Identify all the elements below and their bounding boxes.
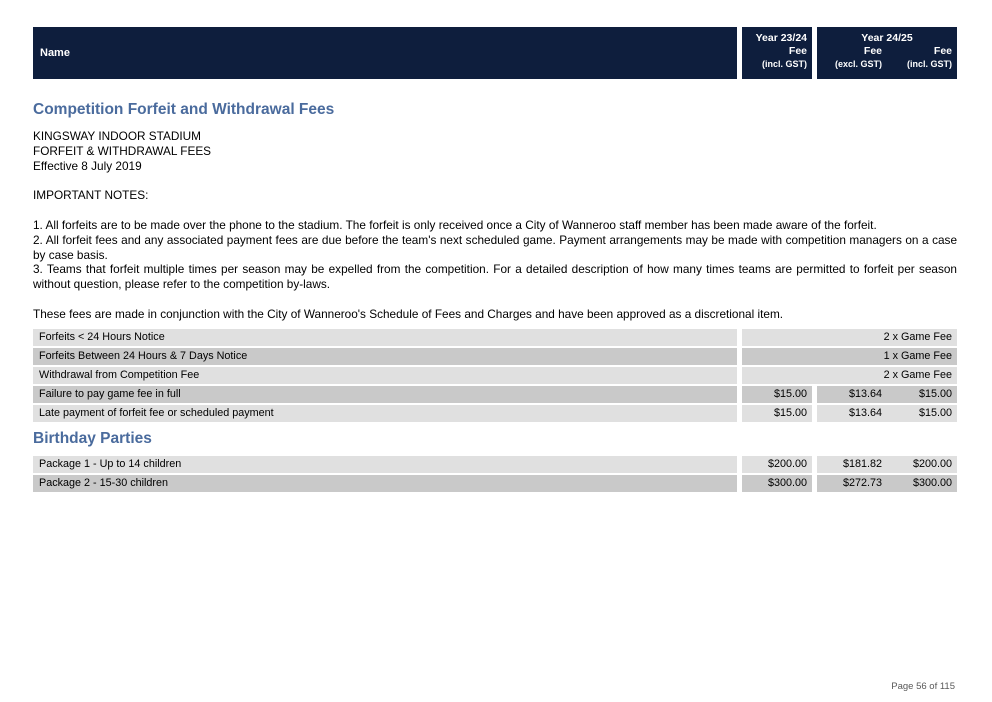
note-1: 1. All forfeits are to be made over the phone to the stadium. The forfeit is only received once a City of Wanneroo staff member has been made aware of the forfeit.: [33, 218, 877, 232]
header-year-2324-title: Year 23/24: [755, 32, 807, 44]
fee-2425-incl-value: $15.00: [918, 407, 952, 420]
header-year-2425-incl-gst-label: (incl. GST): [907, 59, 952, 69]
table-row: [33, 386, 957, 403]
fee-2425-cell: [817, 405, 957, 422]
fee-name-cell: Forfeits Between 24 Hours & 7 Days Notice: [33, 348, 737, 365]
fee-name-cell: Late payment of forfeit fee or scheduled payment: [33, 405, 737, 422]
header-year-2425-title: Year 24/25: [861, 32, 913, 44]
fee-2425-excl-value: $272.73: [842, 477, 882, 490]
intro-line-effective-date: Effective 8 July 2019: [33, 159, 142, 173]
header-name-label: Name: [40, 47, 70, 59]
table-row: [33, 456, 957, 473]
table-row: [33, 348, 957, 365]
fee-2425-cell: [817, 386, 957, 403]
fee-name-cell: Failure to pay game fee in full: [33, 386, 737, 403]
forfeit-fees-table: [33, 329, 957, 422]
fee-value-cell: 1 x Game Fee: [742, 348, 957, 365]
fee-2324-incl-cell: $15.00: [742, 405, 812, 422]
fee-2425-cell: [817, 475, 957, 492]
header-year-2425-cell: [817, 27, 957, 79]
fee-2425-incl-value: $15.00: [918, 388, 952, 401]
fee-2425-excl-value: $181.82: [842, 458, 882, 471]
header-year-2324-fee-label: Fee: [788, 45, 807, 57]
header-year-2425-fee-incl-label: Fee: [933, 45, 952, 57]
header-name-cell: [33, 27, 737, 79]
fee-name-cell: Forfeits < 24 Hours Notice: [33, 329, 737, 346]
document-page: [33, 0, 957, 494]
section-title-competition-forfeit: Competition Forfeit and Withdrawal Fees: [33, 101, 335, 118]
fee-2324-incl-cell: $200.00: [742, 456, 812, 473]
table-row: [33, 367, 957, 384]
fee-name-cell: Withdrawal from Competition Fee: [33, 367, 737, 384]
note-3: 3. Teams that forfeit multiple times per season may be expelled from the competition. For a detailed description of how many times teams are permitted to forfeit per season without question, please refer to the competition by-laws.: [33, 262, 957, 292]
page-number: Page 56 of 115: [891, 681, 955, 692]
fee-2425-excl-value: $13.64: [848, 407, 882, 420]
header-year-2425-fee-excl-label: Fee: [863, 45, 882, 57]
intro-block: [33, 129, 957, 174]
section-title-birthday-parties: Birthday Parties: [33, 429, 152, 447]
table-row: [33, 405, 957, 422]
fee-2425-cell: [817, 456, 957, 473]
table-row: [33, 475, 957, 492]
important-notes-heading: IMPORTANT NOTES:: [33, 188, 149, 202]
closing-statement: These fees are made in conjunction with the City of Wanneroo's Schedule of Fees and Charges and have been approved as a discretional item.: [33, 306, 784, 321]
fee-name-cell: Package 1 - Up to 14 children: [33, 456, 737, 473]
fee-2425-incl-value: $200.00: [912, 458, 952, 471]
header-year-2425-excl-gst-label: (excl. GST): [834, 59, 882, 69]
intro-line-stadium: KINGSWAY INDOOR STADIUM: [33, 129, 202, 143]
fee-2425-incl-value: $300.00: [912, 477, 952, 490]
note-2: 2. All forfeit fees and any associated payment fees are due before the team's next scheduled game. Payment arrangements may be made with competition managers on a case by case basis.: [33, 232, 957, 262]
fee-value-cell: 2 x Game Fee: [742, 367, 957, 384]
fee-table-header: [33, 27, 957, 79]
notes-block: [33, 218, 957, 292]
fee-value-cell: 2 x Game Fee: [742, 329, 957, 346]
fee-2324-incl-cell: $300.00: [742, 475, 812, 492]
birthday-parties-table: [33, 456, 957, 492]
fee-2324-incl-cell: $15.00: [742, 386, 812, 403]
intro-line-fees: FORFEIT & WITHDRAWAL FEES: [33, 144, 212, 158]
fee-name-cell: Package 2 - 15-30 children: [33, 475, 737, 492]
fee-2425-excl-value: $13.64: [848, 388, 882, 401]
header-year-2324-gst-label: (incl. GST): [762, 59, 807, 69]
header-year-2324-cell: [742, 27, 812, 79]
table-row: [33, 329, 957, 346]
